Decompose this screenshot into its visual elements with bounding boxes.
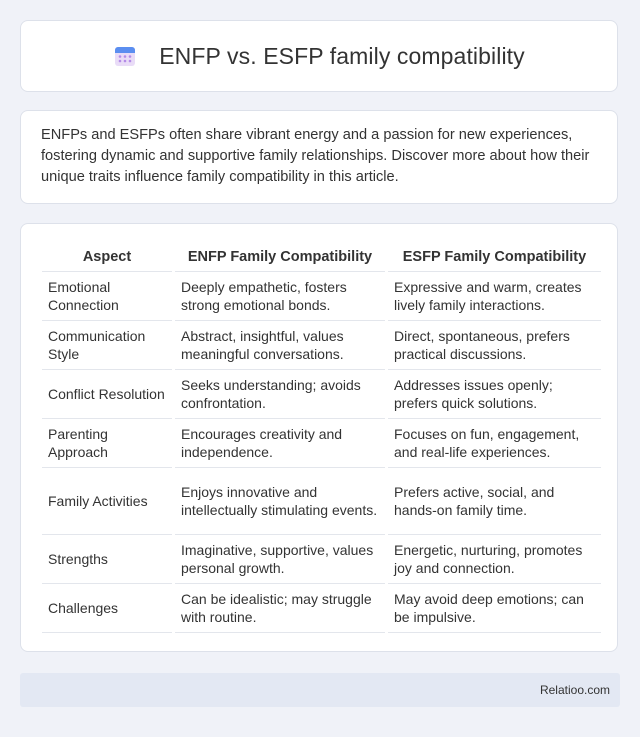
aspect-cell: Conflict Resolution bbox=[42, 370, 172, 419]
aspect-cell: Strengths bbox=[42, 535, 172, 584]
table-row bbox=[42, 468, 601, 535]
table-row bbox=[42, 419, 601, 468]
aspect-cell: Challenges bbox=[42, 584, 172, 633]
enfp-cell: Deeply empathetic, fosters strong emotional bonds. bbox=[175, 272, 385, 321]
header-enfp: ENFP Family Compatibility bbox=[175, 242, 385, 272]
table-row bbox=[42, 535, 601, 584]
esfp-cell: Direct, spontaneous, prefers practical discussions. bbox=[388, 321, 601, 370]
esfp-cell: Expressive and warm, creates lively family interactions. bbox=[388, 272, 601, 321]
esfp-cell: Energetic, nurturing, promotes joy and connection. bbox=[388, 535, 601, 584]
esfp-cell: Addresses issues openly; prefers quick solutions. bbox=[388, 370, 601, 419]
aspect-cell: Communication Style bbox=[42, 321, 172, 370]
esfp-cell: May avoid deep emotions; can be impulsive. bbox=[388, 584, 601, 633]
page-title: ENFP vs. ESFP family compatibility bbox=[159, 42, 525, 69]
table-row bbox=[42, 321, 601, 370]
enfp-cell: Can be idealistic; may struggle with routine. bbox=[175, 584, 385, 633]
calendar-icon bbox=[113, 44, 137, 68]
table-row bbox=[42, 370, 601, 419]
enfp-cell: Seeks understanding; avoids confrontation. bbox=[175, 370, 385, 419]
enfp-cell: Enjoys innovative and intellectually stimulating events. bbox=[175, 468, 385, 535]
intro-card bbox=[20, 110, 618, 204]
header-aspect: Aspect bbox=[42, 242, 172, 272]
footer-site-name: Relatioo.com bbox=[539, 683, 610, 697]
comparison-table bbox=[39, 242, 604, 633]
header-esfp: ESFP Family Compatibility bbox=[388, 242, 601, 272]
esfp-cell: Prefers active, social, and hands-on family time. bbox=[388, 468, 601, 535]
table-header-row bbox=[42, 242, 601, 272]
table-row bbox=[42, 584, 601, 633]
enfp-cell: Encourages creativity and independence. bbox=[175, 419, 385, 468]
enfp-cell: Imaginative, supportive, values personal growth. bbox=[175, 535, 385, 584]
title-card bbox=[20, 20, 618, 92]
aspect-cell: Parenting Approach bbox=[42, 419, 172, 468]
table-row bbox=[42, 272, 601, 321]
esfp-cell: Focuses on fun, engagement, and real-life experiences. bbox=[388, 419, 601, 468]
table-card bbox=[20, 223, 618, 652]
footer bbox=[20, 673, 620, 707]
aspect-cell: Emotional Connection bbox=[42, 272, 172, 321]
enfp-cell: Abstract, insightful, values meaningful conversations. bbox=[175, 321, 385, 370]
aspect-cell: Family Activities bbox=[42, 468, 172, 535]
intro-text: ENFPs and ESFPs often share vibrant energy and a passion for new experiences, fostering dynamic and supportive family relationships. Discover more about how their unique traits influence family compatibility in this article. bbox=[41, 127, 590, 185]
